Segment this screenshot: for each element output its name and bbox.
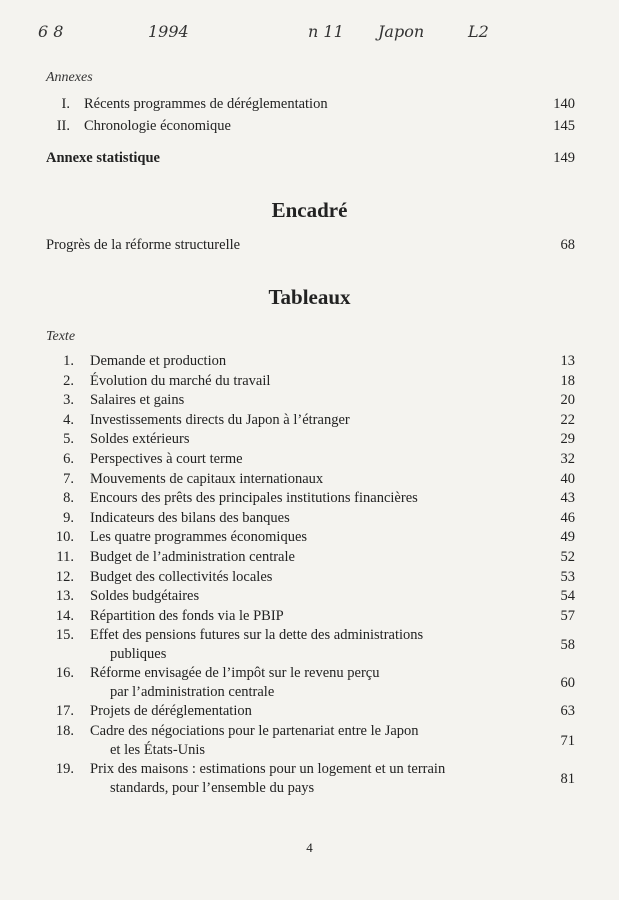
entry-number: 2. <box>63 372 74 389</box>
handwritten-note: 1994 <box>148 22 189 41</box>
entry-title-continued: par l’administration centrale <box>110 684 275 701</box>
entry-number: II. <box>56 118 70 134</box>
entry-title: Mouvements de capitaux internationaux <box>90 470 324 487</box>
entry-page: 13 <box>560 353 575 369</box>
entry-title: Demande et production <box>90 353 227 369</box>
entry-page: 49 <box>560 529 575 546</box>
entry-title: Répartition des fonds via le PBIP <box>90 607 284 624</box>
entry-title: Prix des maisons : estimations pour un logement et un terrain <box>90 761 446 777</box>
handwritten-note: n 11 <box>308 22 344 41</box>
entry-page: 60 <box>560 675 575 692</box>
entry-page: 29 <box>560 431 575 448</box>
entry-number: 5. <box>63 431 74 448</box>
entry-page: 43 <box>560 490 575 507</box>
entry-title-continued: standards, pour l’ensemble du pays <box>110 780 315 796</box>
entry-title-continued: publiques <box>110 646 167 663</box>
texte-label: Texte <box>46 329 76 344</box>
entry-title: Les quatre programmes économiques <box>90 529 308 546</box>
entry-page: 18 <box>560 372 575 389</box>
entry-title: Récents programmes de déréglementation <box>84 96 328 112</box>
entry-title: Salaires et gains <box>90 392 185 409</box>
entry-title: Cadre des négociations pour le partenariat entre le Japon <box>90 723 419 739</box>
entry-title: Perspectives à court terme <box>90 451 243 467</box>
entry-number: 6. <box>63 451 74 467</box>
entry-number: 19. <box>55 761 74 777</box>
handwritten-note: 6 8 <box>38 22 64 41</box>
entry-number: 17. <box>55 703 74 720</box>
entry-page: 22 <box>560 411 575 428</box>
entry-page: 68 <box>560 237 575 253</box>
entry-page: 145 <box>553 118 575 134</box>
entry-number: 3. <box>63 392 74 409</box>
entry-title: Effet des pensions futures sur la dette des administrations <box>90 627 424 644</box>
entry-page: 40 <box>560 470 575 487</box>
entry-page: 46 <box>560 509 575 526</box>
entry-number: 9. <box>63 509 74 526</box>
entry-title: Évolution du marché du travail <box>90 372 271 389</box>
entry-title: Budget des collectivités locales <box>90 568 273 585</box>
entry-page: 71 <box>560 733 575 749</box>
entry-title: Progrès de la réforme structurelle <box>46 237 241 253</box>
entry-title: Soldes budgétaires <box>90 588 200 605</box>
entry-title: Investissements directs du Japon à l’étranger <box>90 411 350 428</box>
entry-title: Projets de déréglementation <box>90 703 252 720</box>
entry-number: 18. <box>55 723 74 739</box>
entry-page: 140 <box>553 96 575 112</box>
entry-number: 7. <box>63 470 74 487</box>
entry-page: 52 <box>560 549 575 565</box>
entry-number: 4. <box>63 411 74 428</box>
entry-number: 13. <box>55 588 74 605</box>
entry-page: 57 <box>560 607 575 624</box>
annexes-label: Annexes <box>46 70 93 85</box>
entry-number: I. <box>61 96 70 112</box>
handwritten-note: L2 <box>468 22 489 41</box>
entry-title: Soldes extérieurs <box>90 431 190 448</box>
entry-title: Encours des prêts des principales institutions financières <box>90 490 418 507</box>
entry-number: 12. <box>55 568 74 585</box>
entry-number: 10. <box>55 529 74 546</box>
handwritten-annotation <box>38 22 538 52</box>
entry-number: 1. <box>63 353 74 369</box>
entry-title: Annexe statistique <box>46 150 160 166</box>
entry-number: 8. <box>63 490 74 507</box>
entry-number: 16. <box>55 665 74 682</box>
entry-page: 54 <box>560 588 575 605</box>
entry-number: 11. <box>56 549 74 565</box>
entry-page: 20 <box>560 392 575 409</box>
entry-page: 32 <box>560 451 575 467</box>
entry-title: Chronologie économique <box>84 118 231 134</box>
page-number: 4 <box>306 840 313 855</box>
tableaux-heading: Tableaux <box>268 285 351 309</box>
entry-number: 15. <box>55 627 74 644</box>
entry-page: 63 <box>560 703 575 720</box>
entry-number: 14. <box>55 607 74 624</box>
entry-title-continued: et les États-Unis <box>110 742 206 758</box>
entry-page: 58 <box>560 637 575 654</box>
entry-title: Budget de l’administration centrale <box>90 549 295 565</box>
entry-page: 149 <box>553 150 575 166</box>
entry-page: 81 <box>560 771 575 787</box>
handwritten-note: Japon <box>378 22 425 41</box>
entry-title: Réforme envisagée de l’impôt sur le revenu perçu <box>90 665 380 682</box>
entry-page: 53 <box>560 568 575 585</box>
encadre-heading: Encadré <box>271 198 348 222</box>
entry-title: Indicateurs des bilans des banques <box>90 509 290 526</box>
